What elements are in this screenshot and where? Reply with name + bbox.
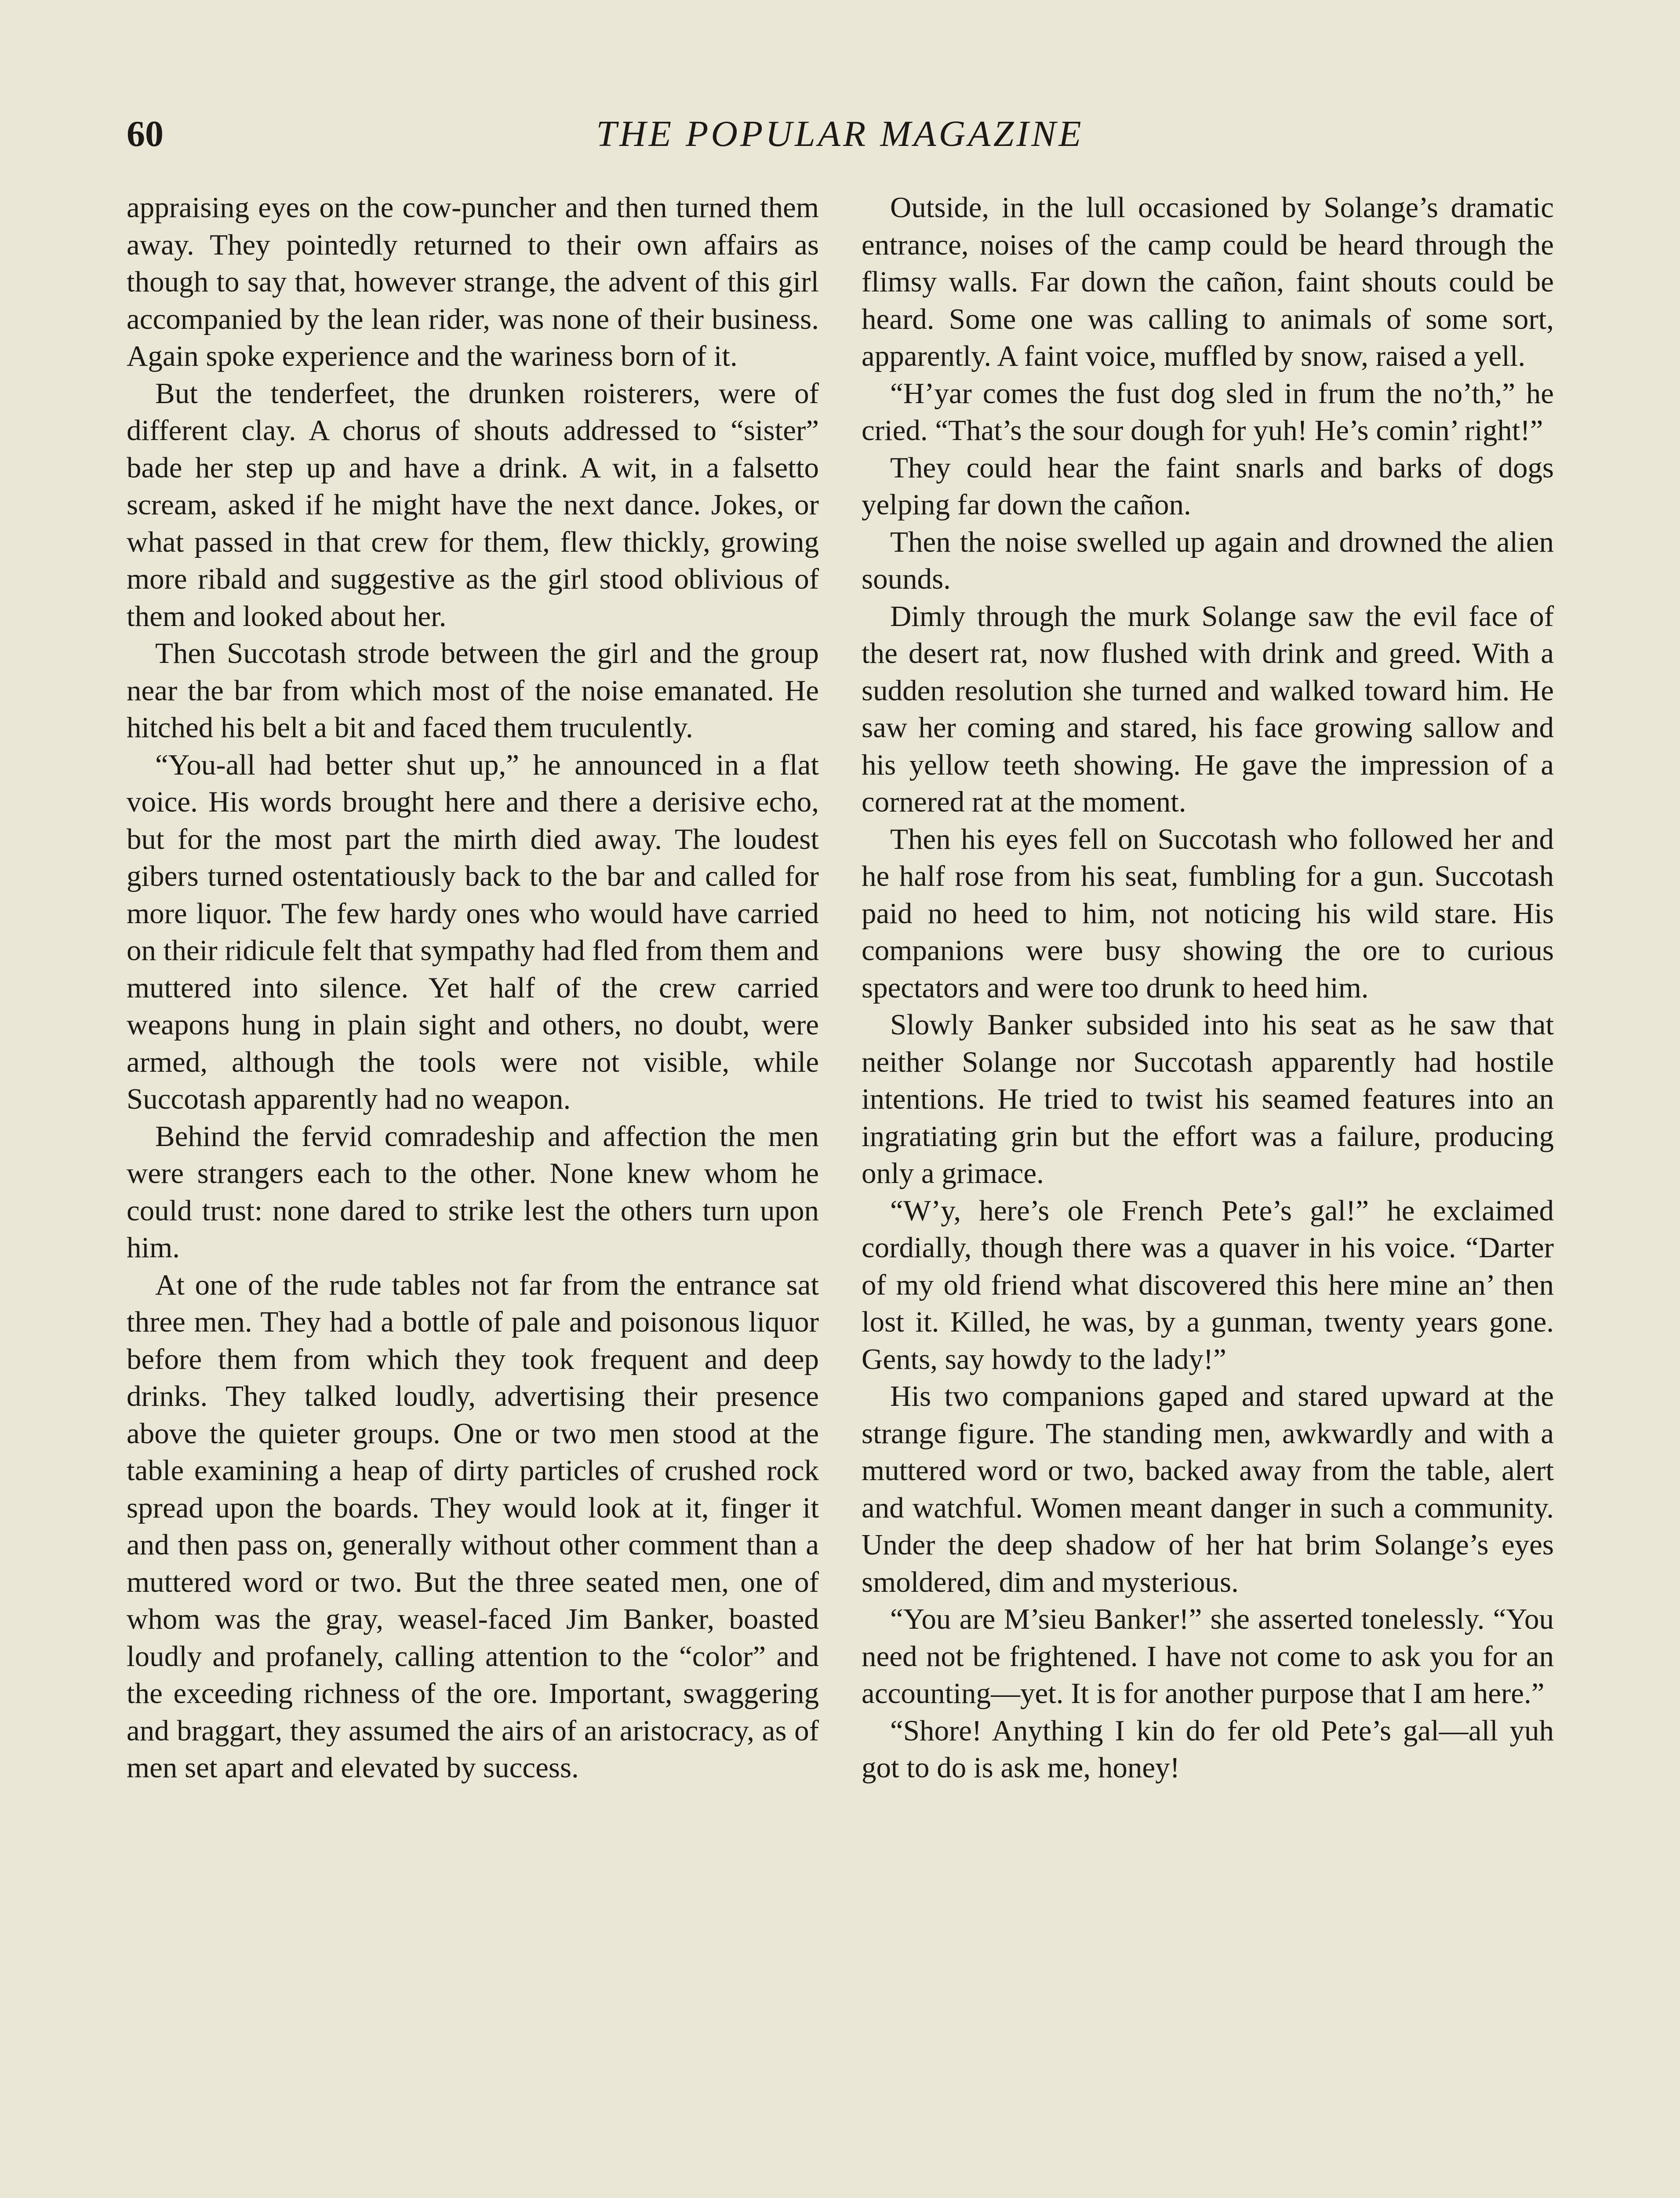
paragraph: “H’yar comes the fust dog sled in frum the no’th,” he cried. “That’s the sour dough for yuh! He’s comin’ right!” [862, 377, 1554, 447]
paragraph: Behind the fervid comradeship and affection the men were strangers each to the other. None knew whom he could trust: none dared to strike lest the others turn upon him. [127, 1120, 819, 1264]
paragraph: “W’y, here’s ole French Pete’s gal!” he exclaimed cordially, though there was a quaver in his voice. “Darter of my old friend what discovered this here mine an’ then lost it. Killed, he was, by a gunman, twenty years gone. Gents, say howdy to the lady!” [862, 1194, 1554, 1376]
paragraph: Then Succotash strode between the girl and the group near the bar from which most of the noise emanated. He hitched his belt a bit and faced them truculently. [127, 637, 819, 744]
paragraph: At one of the rude tables not far from the entrance sat three men. They had a bottle of pale and poisonous liquor before them from which they took frequent and deep drinks. They talked loudly, advertising their presence above the quieter groups. One or two men stood at the table examining a heap of dirty particles of crushed rock spread upon the boards. They would look at it, finger it and then pass on, generally without other comment than a muttered word or two. But the three seated men, one of whom was the gray, weasel-faced Jim Banker, boasted loudly and profanely, calling attention to the “color” and the exceeding richness of the ore. Important, swaggering and braggart, they assumed the airs of an aristocracy, as of men set apart and elevated by success. [127, 1268, 819, 1784]
paragraph: They could hear the faint snarls and barks of dogs yelping far down the cañon. [862, 451, 1554, 521]
right-column [862, 189, 1554, 1787]
page-number: 60 [127, 113, 164, 154]
page-header [127, 110, 1553, 158]
paragraph: His two companions gaped and stared upward at the strange figure. The standing men, awkwardly and with a muttered word or two, backed away from the table, alert and watchful. Women meant danger in such a community. Under the deep shadow of her hat brim Solange’s eyes smoldered, dim and mysterious. [862, 1380, 1554, 1598]
paragraph: Slowly Banker subsided into his seat as he saw that neither Solange nor Succotash apparently had hostile intentions. He tried to twist his seamed features into an ingratiating grin but the effort was a failure, producing only a grimace. [862, 1008, 1554, 1190]
paragraph: Then his eyes fell on Succotash who followed her and he half rose from his seat, fumbling for a gun. Succotash paid no heed to him, not noticing his wild stare. His companions were busy showing the ore to curious spectators and were too drunk to heed him. [862, 822, 1554, 1004]
paragraph: Outside, in the lull occasioned by Solange’s dramatic entrance, noises of the camp could be heard through the flimsy walls. Far down the cañon, faint shouts could be heard. Some one was calling to animals of some sort, apparently. A faint voice, muffled by snow, raised a yell. [862, 191, 1554, 372]
paragraph: appraising eyes on the cow-puncher and then turned them away. They pointedly returned to their own affairs as though to say that, however strange, the advent of this girl accompanied by the lean rider, was none of their business. Again spoke experience and the wariness born of it. [127, 191, 819, 372]
paragraph: But the tenderfeet, the drunken roisterers, were of different clay. A chorus of shouts addressed to “sister” bade her step up and have a drink. A wit, in a falsetto scream, asked if he might have the next dance. Jokes, or what passed in that crew for them, flew thickly, growing more ribald and suggestive as the girl stood oblivious of them and looked about her. [127, 377, 819, 633]
running-title: THE POPULAR MAGAZINE [596, 113, 1084, 154]
paragraph: “Shore! Anything I kin do fer old Pete’s gal—all yuh got to do is ask me, honey! [862, 1714, 1554, 1784]
paragraph: Then the noise swelled up again and drowned the alien sounds. [862, 525, 1554, 595]
paragraph: “You are M’sieu Banker!” she asserted tonelessly. “You need not be frightened. I have not come to ask you for an accounting—yet. It is for another purpose that I am here.” [862, 1603, 1554, 1710]
paragraph: “You-all had better shut up,” he announced in a flat voice. His words brought here and there a derisive echo, but for the most part the mirth died away. The loudest gibers turned ostentatiously back to the bar and called for more liquor. The few hardy ones who would have carried on their ridicule felt that sympathy had fled from them and muttered into silence. Yet half of the crew carried weapons hung in plain sight and others, no doubt, were armed, although the tools were not visible, while Succotash apparently had no weapon. [127, 748, 819, 1115]
left-column [127, 189, 819, 1787]
paragraph: Dimly through the murk Solange saw the evil face of the desert rat, now flushed with drink and greed. With a sudden resolution she turned and walked toward him. He saw her coming and stared, his face growing sallow and his yellow teeth showing. He gave the impression of a cornered rat at the moment. [862, 600, 1554, 818]
